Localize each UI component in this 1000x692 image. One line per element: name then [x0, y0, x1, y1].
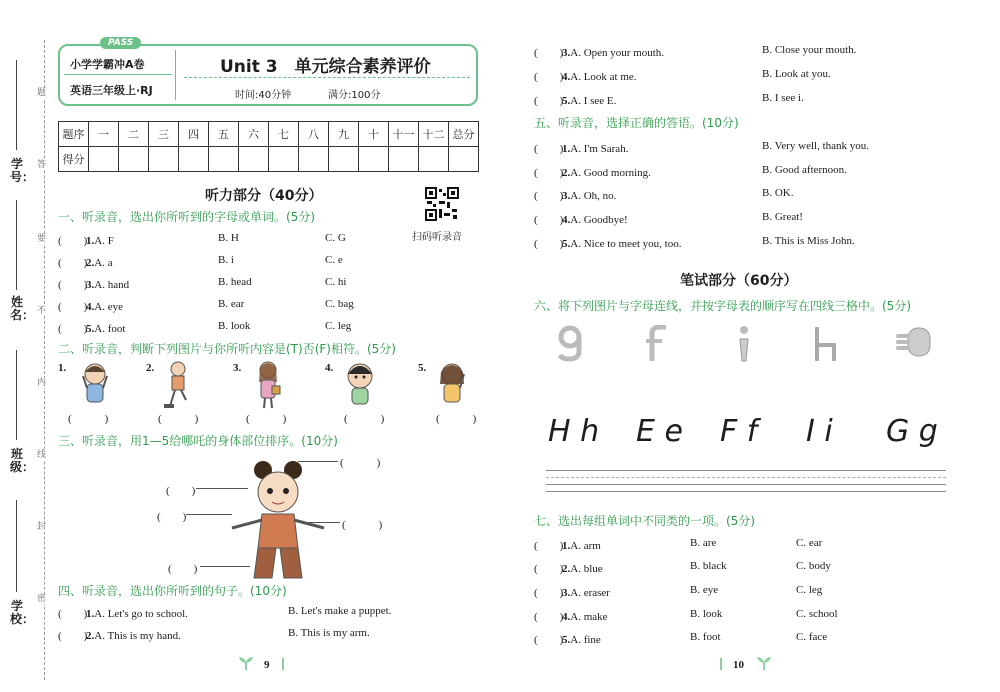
letter-i-shape-picture [734, 325, 754, 367]
option-b[interactable]: B. look [690, 608, 723, 620]
score-cell[interactable] [449, 147, 479, 172]
question-row: ( )5.A. I see E. [534, 95, 617, 107]
option-c[interactable]: C. leg [796, 584, 823, 596]
col-header: 三 [149, 122, 179, 147]
school-blank[interactable] [16, 500, 17, 592]
option-b[interactable]: B. Good afternoon. [762, 164, 847, 176]
sprout-icon [238, 656, 254, 674]
question-row: ( )2.A. Good morning. [534, 167, 651, 179]
pointer-line [300, 522, 340, 523]
question-row: ( )2.A. a [58, 257, 113, 269]
binding-line [44, 40, 45, 680]
question-row: ( )3.A. Oh, no. [534, 190, 617, 202]
option-c[interactable]: C. school [796, 608, 838, 620]
score-cell[interactable] [389, 147, 419, 172]
header-divider-v [175, 50, 176, 100]
title-rule [184, 77, 470, 78]
score-cell[interactable] [89, 147, 119, 172]
binding-mark: 密 [37, 594, 47, 604]
girl-with-bag-picture [250, 360, 286, 414]
letter-pair-ee: E e [636, 414, 683, 449]
question-row: ( )1.A. F [58, 235, 114, 247]
question-row: ( )3.A. Open your mouth. [534, 47, 665, 59]
col-header: 总分 [449, 122, 479, 147]
child-stamping-foot-picture [160, 360, 196, 414]
option-b[interactable]: B. head [218, 276, 252, 288]
letter-g-shape-picture [555, 325, 585, 367]
answer-paren[interactable]: ( ) [342, 519, 383, 531]
answer-paren[interactable]: ( ) [344, 413, 385, 425]
section-6-title: 六、将下列图片与字母连线，并按字母表的顺序写在四线三格中。(5分) [534, 299, 912, 313]
col-header: 一 [89, 122, 119, 147]
page-number-left: 9 [264, 659, 270, 671]
answer-paren[interactable]: ( ) [68, 413, 109, 425]
answer-paren[interactable]: ( ) [436, 413, 477, 425]
binding-mark: 线 [37, 450, 47, 460]
time-label: 时间:40分钟 [235, 90, 292, 101]
name-blank[interactable] [16, 200, 17, 290]
option-b[interactable]: B. This is Miss John. [762, 235, 855, 247]
qr-caption: 扫码听录音 [412, 232, 462, 243]
girl-pointing-eye-picture [340, 360, 380, 414]
listening-part-title: 听力部分（40分） [205, 188, 323, 204]
score-cell[interactable] [299, 147, 329, 172]
score-cell[interactable] [149, 147, 179, 172]
question-row: ( )3.A. hand [58, 279, 130, 291]
question-row: ( )4.A. Goodbye! [534, 214, 628, 226]
pointer-line [196, 488, 248, 489]
row-label: 题序 [59, 122, 89, 147]
student-id-label: 学号： [10, 157, 35, 184]
binding-mark: 答 [37, 160, 47, 170]
page-number-right: 10 [733, 659, 744, 671]
score-cell[interactable] [239, 147, 269, 172]
option-c[interactable]: C. G [325, 232, 346, 244]
school-label: 学校： [10, 599, 35, 626]
option-b[interactable]: B. Close your mouth. [762, 44, 857, 56]
page-title: Unit 3 单元综合素养评价 [220, 57, 431, 77]
binding-mark: 要 [37, 234, 47, 244]
section-7-title: 七、选出每组单词中不同类的一项。(5分) [534, 514, 755, 528]
score-table [58, 121, 479, 172]
picture-number: 1. [58, 362, 67, 374]
series-name: 小学学霸冲A卷 [70, 58, 145, 71]
option-c[interactable]: C. ear [796, 537, 823, 549]
col-header: 十二 [419, 122, 449, 147]
name-label: 姓名： [10, 295, 35, 322]
score-cell[interactable] [329, 147, 359, 172]
writing-part-title: 笔试部分（60分） [680, 273, 798, 289]
sprout-icon [756, 656, 772, 674]
answer-paren[interactable]: ( ) [246, 413, 287, 425]
section-3-title: 三、听录音，用1—5给哪吒的身体部位排序。(10分) [58, 434, 338, 448]
chair-h-shape-picture [812, 325, 840, 367]
pass-logo: PASS [100, 37, 141, 49]
option-c[interactable]: C. body [796, 560, 831, 572]
option-c[interactable]: C. face [796, 631, 828, 643]
binding-mark: 题 [37, 88, 47, 98]
letter-f-shape-picture [644, 325, 670, 367]
picture-number: 5. [418, 362, 427, 374]
header-box [58, 38, 478, 106]
page-mark [282, 658, 284, 670]
option-c[interactable]: C. hi [325, 276, 347, 288]
score-cell[interactable] [419, 147, 449, 172]
letter-pair-ff: F f [720, 414, 758, 449]
option-b[interactable]: B. are [690, 537, 717, 549]
row-label: 得分 [59, 147, 89, 172]
answer-paren[interactable]: ( ) [340, 457, 381, 469]
picture-number: 3. [233, 362, 242, 374]
class-blank[interactable] [16, 350, 17, 440]
option-b[interactable]: B. Look at you. [762, 68, 831, 80]
section-5-title: 五、听录音，选择正确的答语。(10分) [534, 116, 739, 130]
answer-paren[interactable]: ( ) [166, 485, 196, 497]
col-header: 八 [299, 122, 329, 147]
student-id-blank[interactable] [16, 60, 17, 150]
col-header: 六 [239, 122, 269, 147]
question-row: ( )1.A. Let's go to school. [58, 608, 188, 620]
class-label: 班级： [10, 447, 35, 474]
picture-number: 2. [146, 362, 155, 374]
pointer-line [298, 461, 338, 462]
option-b[interactable]: B. Let's make a puppet. [288, 605, 392, 617]
option-c[interactable]: C. leg [325, 320, 352, 332]
option-b[interactable]: B. Very well, thank you. [762, 140, 870, 152]
col-header: 二 [119, 122, 149, 147]
option-c[interactable]: C. e [325, 254, 343, 266]
col-header: 七 [269, 122, 299, 147]
option-b[interactable]: B. I see i. [762, 92, 804, 104]
score-cell[interactable] [119, 147, 149, 172]
question-row: ( )2.A. blue [534, 563, 603, 575]
option-b[interactable]: B. This is my arm. [288, 627, 370, 639]
answer-paren[interactable]: ( ) [168, 563, 198, 575]
section-1-title: 一、听录音，选出你所听到的字母或单词。(5分) [58, 210, 315, 224]
option-b[interactable]: B. ear [218, 298, 245, 310]
question-row: ( )1.A. arm [534, 540, 601, 552]
option-b[interactable]: B. OK. [762, 187, 794, 199]
question-row: ( )2.A. This is my hand. [58, 630, 181, 642]
qr-code-icon[interactable] [425, 187, 459, 225]
score-cell[interactable] [179, 147, 209, 172]
letter-pair-hh: H h [548, 414, 600, 449]
letter-pair-ii: I i [806, 414, 833, 449]
grade-label: 英语三年级上·RJ [70, 84, 153, 97]
answer-paren[interactable]: ( ) [158, 413, 199, 425]
question-row: ( )5.A. foot [58, 323, 126, 335]
option-b[interactable]: B. H [218, 232, 239, 244]
hand-e-shape-picture [894, 322, 934, 366]
score-cell[interactable] [269, 147, 299, 172]
binding-mark: 不 [37, 306, 47, 316]
option-c[interactable]: C. bag [325, 298, 354, 310]
pointer-line [200, 566, 250, 567]
section-4-title: 四、听录音，选出你所听到的句子。(10分) [58, 584, 287, 598]
option-b[interactable]: B. i [218, 254, 234, 266]
question-row: ( )1.A. I'm Sarah. [534, 143, 629, 155]
section-2-title: 二、听录音，判断下列图片与你所听内容是(T)否(F)相符。(5分) [58, 342, 396, 356]
girl-touching-ear-picture [432, 360, 472, 414]
option-b[interactable]: B. black [690, 560, 727, 572]
score-cell[interactable] [359, 147, 389, 172]
col-header: 四 [179, 122, 209, 147]
letter-pair-gg: G g [886, 414, 938, 449]
picture-number: 4. [325, 362, 334, 374]
question-row: ( )5.A. Nice to meet you, too. [534, 238, 682, 250]
page-mark [720, 658, 722, 670]
header-divider-h [64, 74, 172, 75]
full-score-label: 满分:100分 [328, 90, 381, 101]
option-b[interactable]: B. eye [690, 584, 719, 596]
score-cell[interactable] [209, 147, 239, 172]
col-header: 九 [329, 122, 359, 147]
question-row: ( )4.A. eye [58, 301, 123, 313]
option-b[interactable]: B. foot [690, 631, 721, 643]
option-b[interactable]: B. Great! [762, 211, 803, 223]
pointer-line [186, 514, 232, 515]
binding-mark: 封 [37, 522, 47, 532]
question-row: ( )3.A. eraser [534, 587, 610, 599]
question-row: ( )4.A. make [534, 611, 608, 623]
question-row: ( )4.A. Look at me. [534, 71, 637, 83]
question-row: ( )5.A. fine [534, 634, 601, 646]
option-b[interactable]: B. look [218, 320, 251, 332]
col-header: 十一 [389, 122, 419, 147]
col-header: 十 [359, 122, 389, 147]
binding-mark: 内 [37, 378, 47, 388]
boy-touching-face-picture [75, 360, 115, 414]
col-header: 五 [209, 122, 239, 147]
answer-paren[interactable]: ( ) [157, 511, 187, 523]
nezha-figure-picture [228, 458, 328, 592]
